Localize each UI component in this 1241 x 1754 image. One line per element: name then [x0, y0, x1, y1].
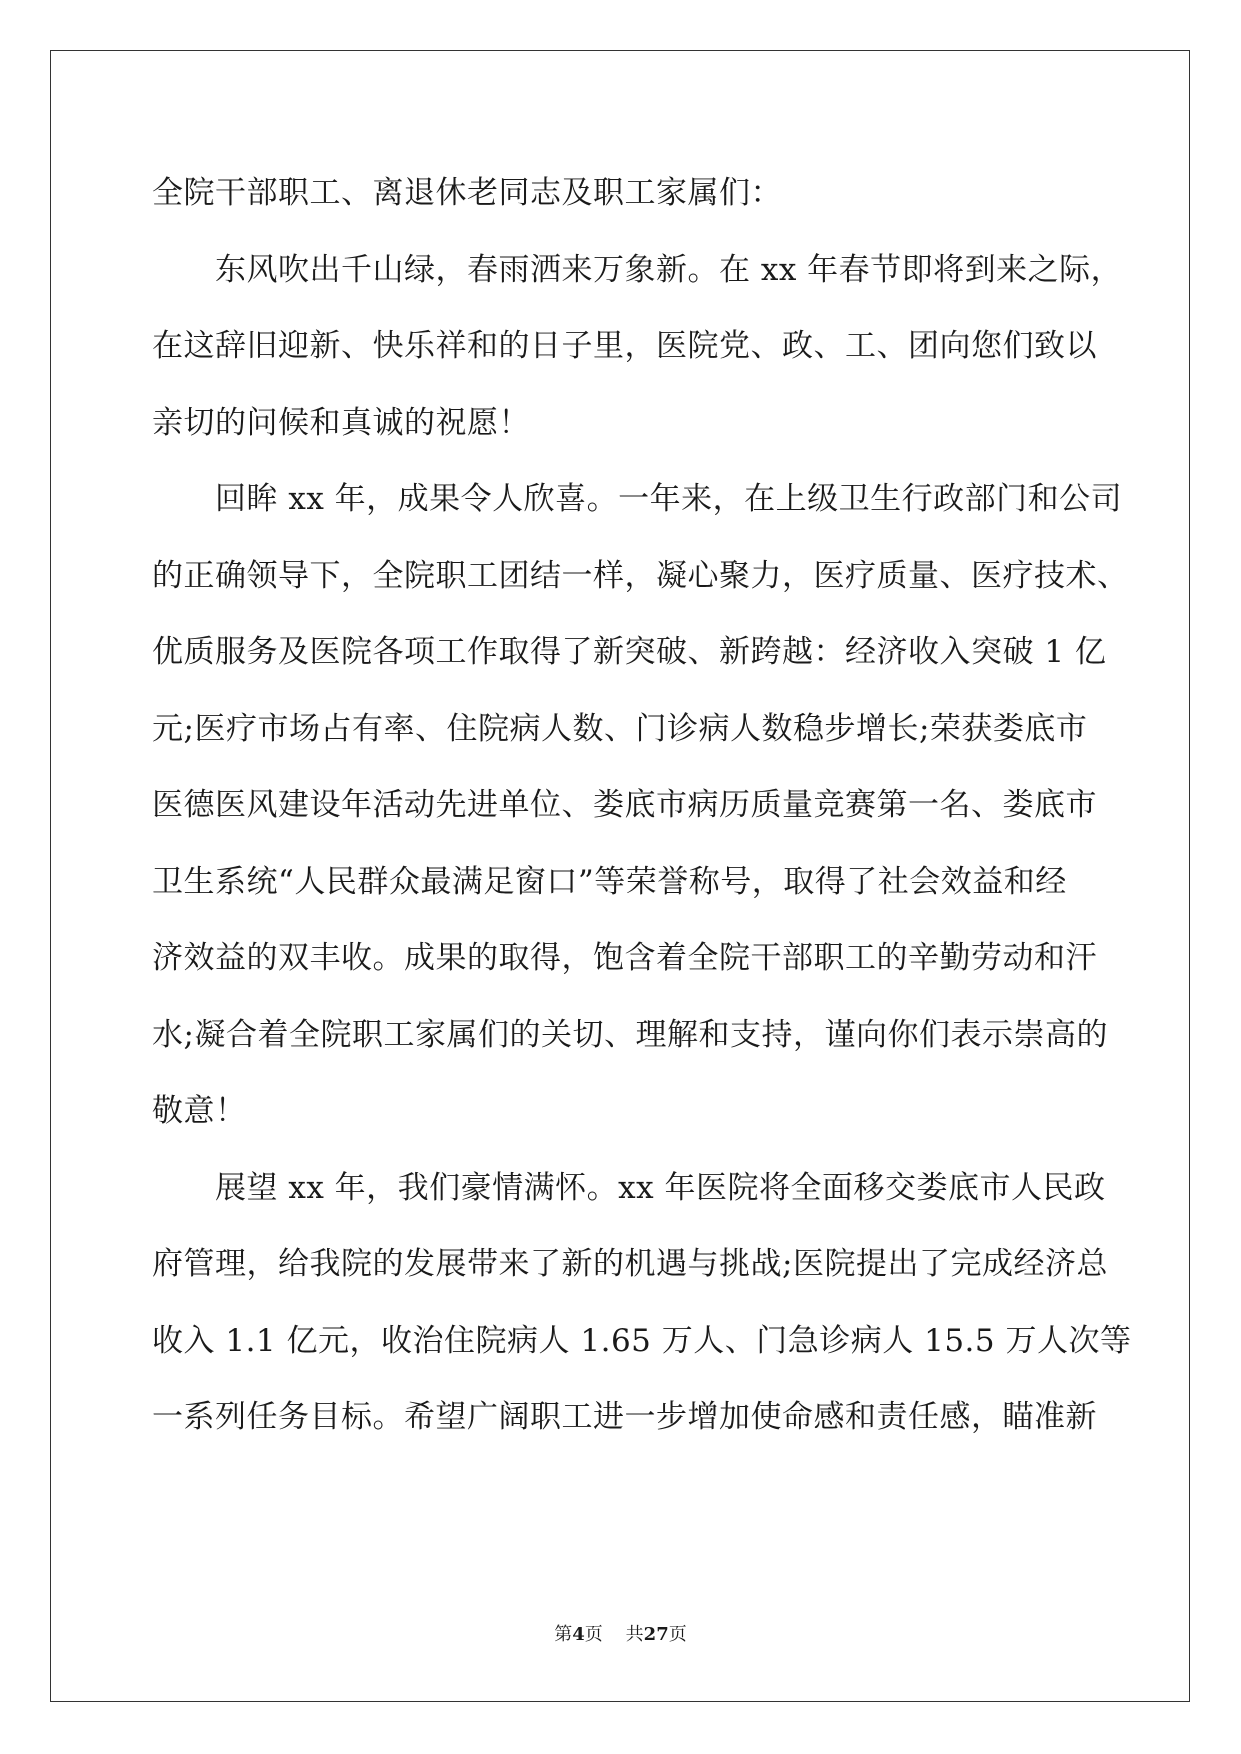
paragraph-3-line-3: 收入 1.1 亿元，收治住院病人 1.65 万人、门急诊病人 15.5 万人次等 [152, 1322, 1132, 1359]
paragraph-2-line-6: 卫生系统“人民群众最满足窗口”等荣誉称号，取得了社会效益和经 [152, 863, 1067, 900]
footer-total-suffix: 页 [668, 1624, 687, 1645]
current-page-number: 4 [572, 1624, 585, 1645]
document-body [152, 166, 1132, 1467]
paragraph-2-line-4: 元;医疗市场占有率、住院病人数、门诊病人数稳步增长;荣获娄底市 [152, 710, 1088, 747]
paragraph-2-line-3: 优质服务及医院各项工作取得了新突破、新跨越：经济收入突破 1 亿 [152, 634, 1107, 670]
salutation-line: 全院干部职工、离退休老同志及职工家属们： [152, 175, 782, 211]
paragraph-3-line-4: 一系列任务目标。希望广阔职工进一步增加使命感和责任感，瞄准新 [152, 1399, 1097, 1435]
paragraph-3-line-2: 府管理，给我院的发展带来了新的机遇与挑战;医院提出了完成经济总 [152, 1246, 1108, 1282]
paragraph-3-line-1: 展望 xx 年，我们豪情满怀。xx 年医院将全面移交娄底市人民政 [215, 1169, 1106, 1206]
paragraph-2-line-2: 的正确领导下，全院职工团结一样，凝心聚力，医疗质量、医疗技术、 [152, 557, 1129, 594]
footer-page-suffix: 页 [584, 1624, 603, 1645]
footer-prefix: 第 [554, 1624, 573, 1645]
paragraph-2-line-8: 水;凝合着全院职工家属们的关切、理解和支持，谨向你们表示崇高的 [152, 1016, 1108, 1053]
paragraph-1-line-2: 在这辞旧迎新、快乐祥和的日子里，医院党、政、工、团向您们致以 [152, 328, 1097, 364]
paragraph-2-line-1: 回眸 xx 年，成果令人欣喜。一年来，在上级卫生行政部门和公司 [215, 481, 1123, 517]
paragraph-1-line-1: 东风吹出千山绿，春雨洒来万象新。在 xx 年春节即将到来之际， [215, 251, 1123, 288]
paragraph-1-line-3: 亲切的问候和真诚的祝愿！ [152, 404, 530, 441]
footer-total-prefix: 共 [625, 1624, 644, 1645]
total-page-count: 27 [643, 1624, 669, 1645]
paragraph-2-line-5: 医德医风建设年活动先进单位、娄底市病历质量竞赛第一名、娄底市 [152, 787, 1097, 823]
page-footer [0, 1620, 1241, 1646]
paragraph-2-line-9: 敬意！ [152, 1093, 247, 1129]
paragraph-2-line-7: 济效益的双丰收。成果的取得，饱含着全院干部职工的辛勤劳动和汗 [152, 940, 1097, 976]
